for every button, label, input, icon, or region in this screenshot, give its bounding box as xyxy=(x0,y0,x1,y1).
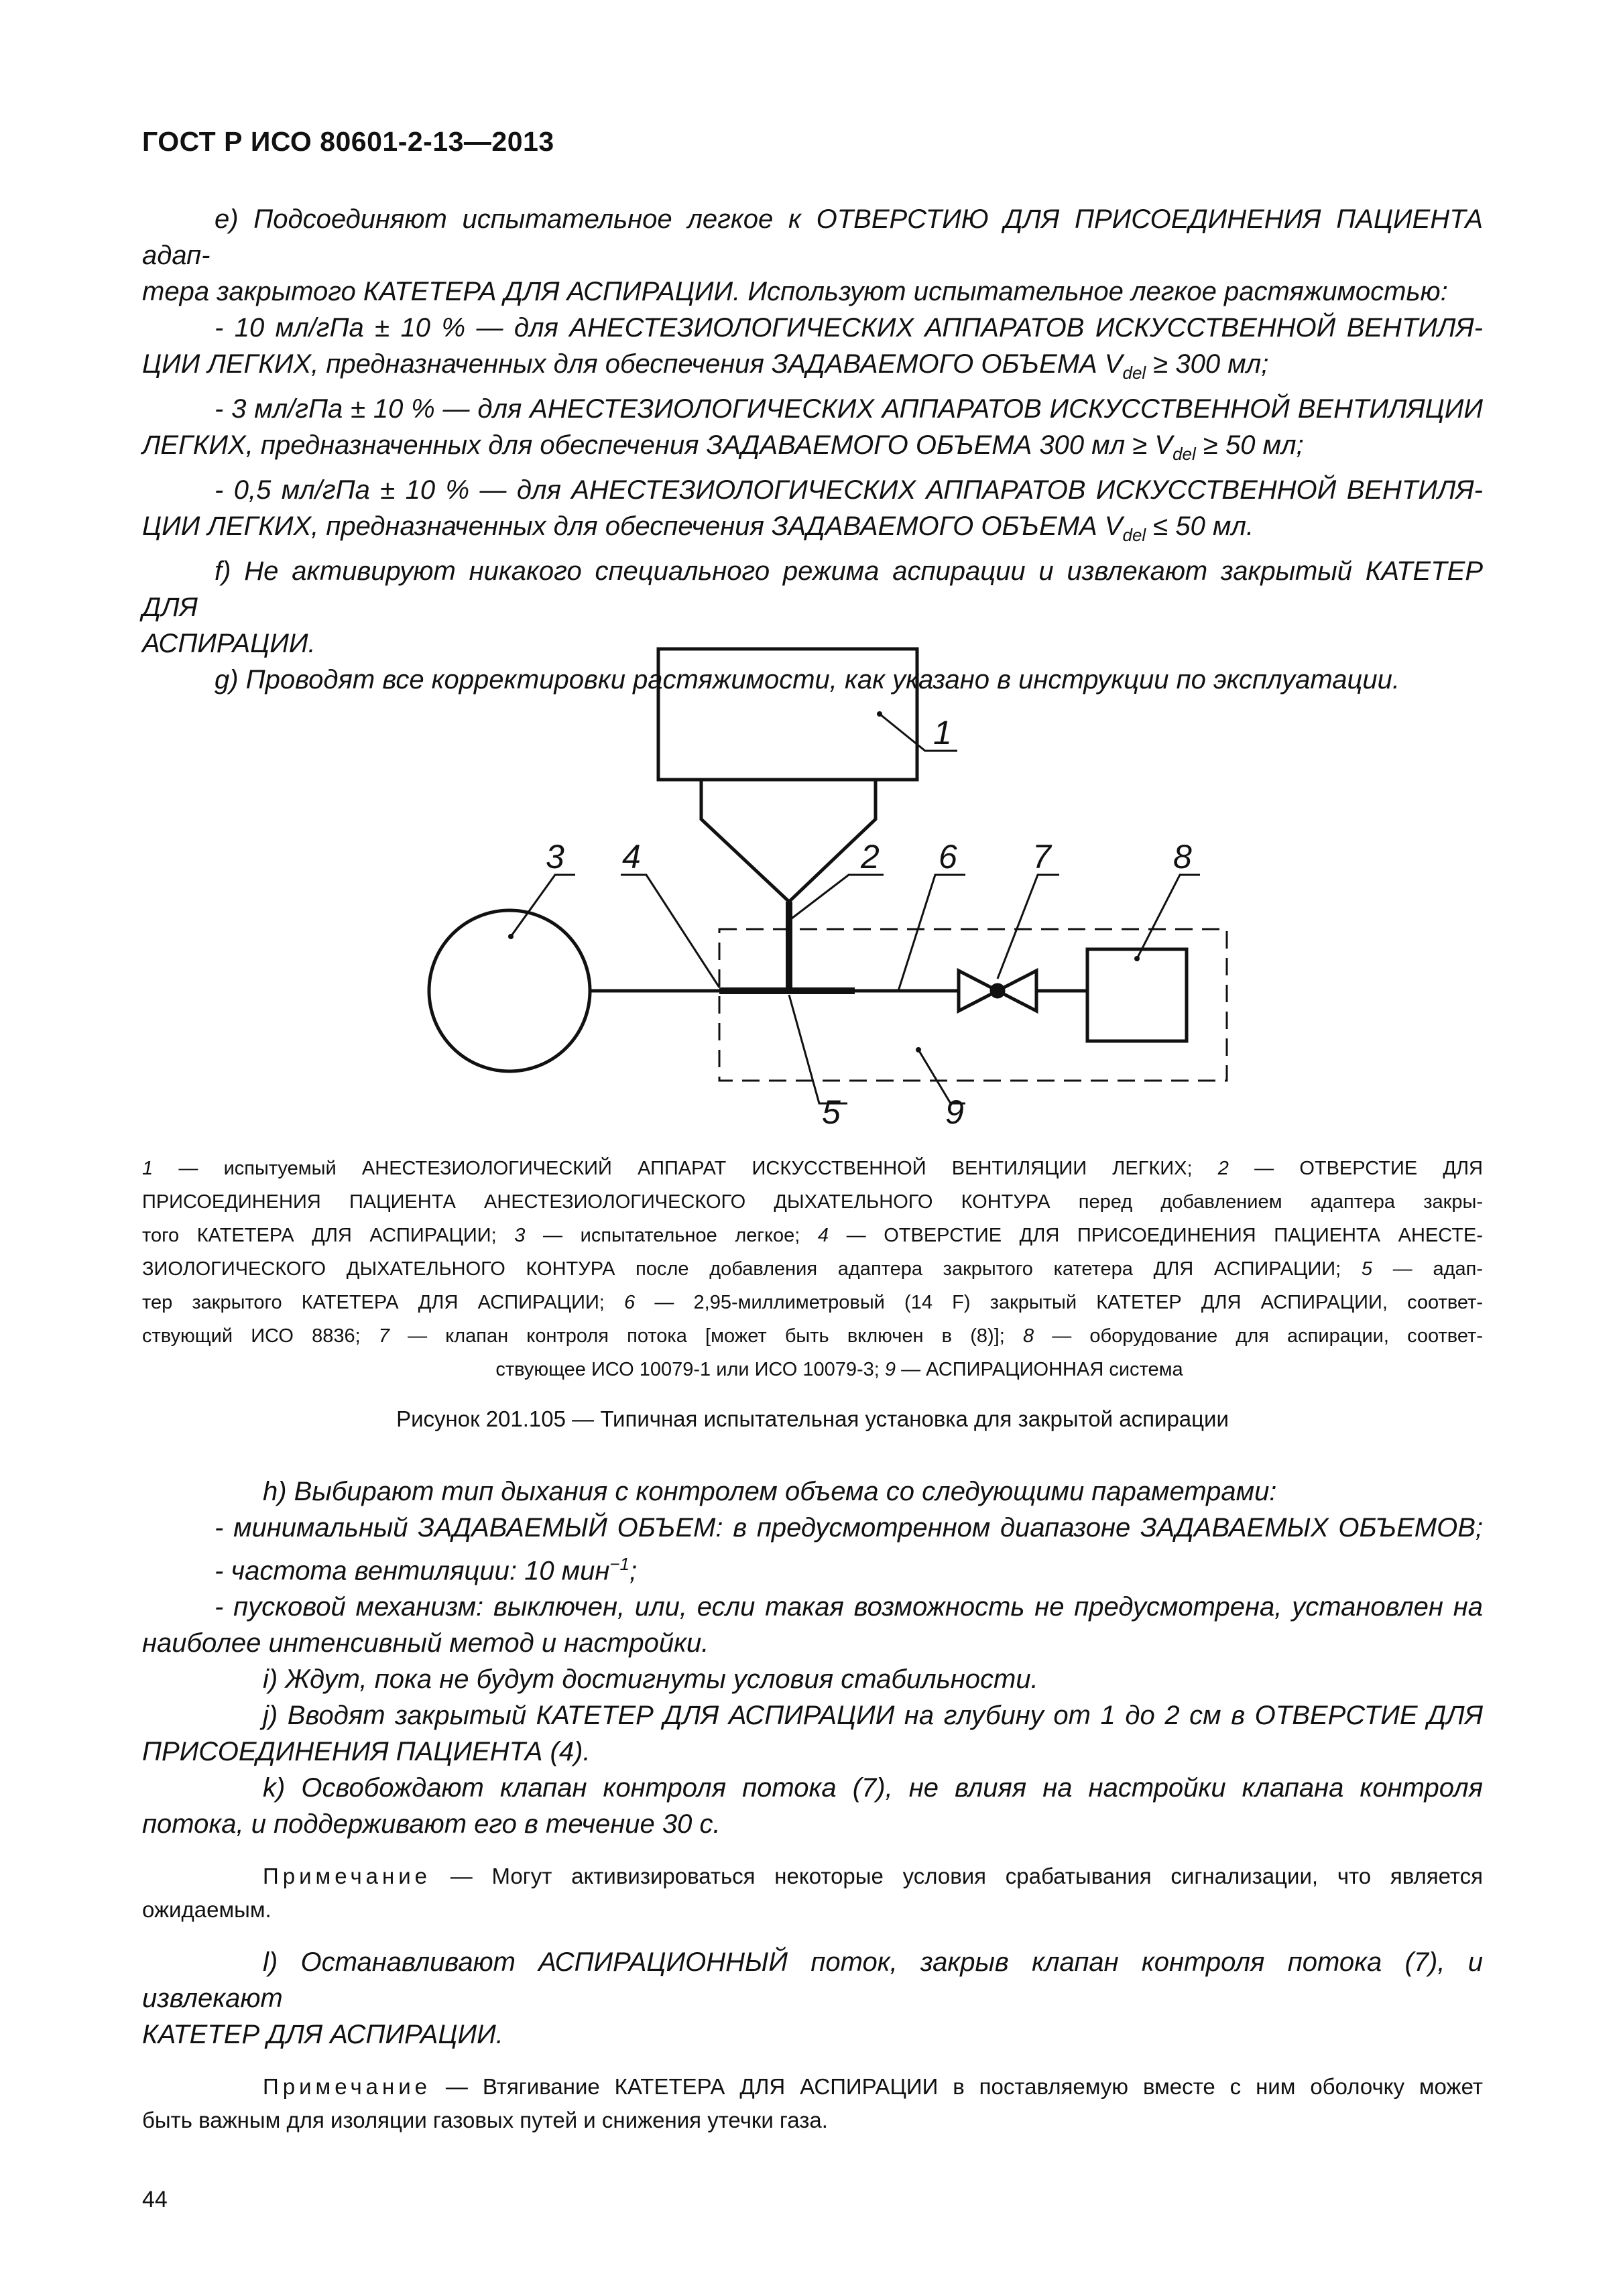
label-6: 6 xyxy=(939,838,957,875)
leader-5 xyxy=(789,995,847,1103)
para-h-item1: - минимальный ЗАДАВАЕМЫЙ ОБЪЕМ: в предусмотренном диапазоне ЗАДАВАЕМЫХ ОБЪЕМОВ; xyxy=(215,1513,1483,1543)
label-1: 1 xyxy=(933,714,952,751)
para-f-line1: f) Не активируют никакого специального режима аспирации и извлекают закрытый КАТЕТЕР ДЛЯ xyxy=(142,556,1483,622)
suction-equipment-box xyxy=(1087,949,1187,1041)
leader-6 xyxy=(898,875,965,991)
text-bottom xyxy=(142,1473,1483,2137)
label-7: 7 xyxy=(1032,838,1051,875)
para-e-line2: тера закрытого КАТЕТЕРА ДЛЯ АСПИРАЦИИ. Используют испытательное легкое растяжимостью: xyxy=(142,277,1448,306)
para-k-line1: k) Освобождают клапан контроля потока (7), не влияя на настройки клапана контроля xyxy=(263,1773,1483,1803)
figure-caption: Рисунок 201.105 — Типичная испытательная установка для закрытой аспирации xyxy=(396,1406,1229,1431)
para-e-line1: е) Подсоединяют испытательное легкое к ОТВЕРСТИЮ ДЛЯ ПРИСОЕДИНЕНИЯ ПАЦИЕНТА адап- xyxy=(142,204,1483,270)
bullet2-line1: - 3 мл/гПа ± 10 % — для АНЕСТЕЗИОЛОГИЧЕСКИХ АППАРАТОВ ИСКУССТВЕННОЙ ВЕНТИЛЯЦИИ xyxy=(215,394,1483,424)
para-h-item2: - частота вентиляции: 10 мин$^{-1}$; xyxy=(215,1554,638,1586)
label-8: 8 xyxy=(1173,838,1192,875)
leader-8 xyxy=(1137,875,1200,959)
para-f-line2: АСПИРАЦИИ. xyxy=(142,629,316,658)
label-2: 2 xyxy=(861,838,880,875)
bullet3-line2: ЦИИ ЛЕГКИХ, предназначенных для обеспечения ЗАДАВАЕМОГО ОБЪЕМА $V_{del} \le 50$ мл. xyxy=(142,511,1254,545)
para-h-item3-line2: наиболее интенсивный метод и настройки. xyxy=(142,1628,709,1658)
label-4: 4 xyxy=(622,838,641,875)
leader-2 xyxy=(792,875,884,918)
para-l-line2: КАТЕТЕР ДЛЯ АСПИРАЦИИ. xyxy=(142,2020,503,2050)
leader-7 xyxy=(998,875,1059,979)
para-j-line2: ПРИСОЕДИНЕНИЯ ПАЦИЕНТА (4). xyxy=(142,1737,591,1767)
document-header: ГОСТ Р ИСО 80601-2-13—2013 xyxy=(142,126,554,157)
para-h-item3-line1: - пусковой механизм: выключен, или, если такая возможность не предусмотрена, установлен на xyxy=(215,1592,1483,1622)
note-2: Примечание — Втягивание КАТЕТЕРА ДЛЯ АСПИРАЦИИ в поставляемую вместе с ним оболочку может быть важным для изоляции газовых путей и снижения утечки газа. xyxy=(142,2074,1483,2133)
bullet2-line2: ЛЕГКИХ, предназначенных для обеспечения ЗАДАВАЕМОГО ОБЪЕМА 300 мл ≥ $V_{del} \ge 50$ мл; xyxy=(142,430,1304,464)
para-j-line1: j) Вводят закрытый КАТЕТЕР ДЛЯ АСПИРАЦИИ на глубину от 1 до 2 см в ОТВЕРСТИЕ ДЛЯ xyxy=(263,1701,1483,1731)
para-k-line2: потока, и поддерживают его в течение 30 с. xyxy=(142,1809,721,1839)
para-l-line1: l) Останавливают АСПИРАЦИОННЫЙ поток, закрыв клапан контроля потока (7), и извлекают xyxy=(142,1947,1483,2014)
figure-legend: 1 — испытуемый АНЕСТЕЗИОЛОГИЧЕСКИЙ АППАРАТ ИСКУССТВЕННОЙ ВЕНТИЛЯЦИИ ЛЕГКИХ; 2 — ОТВЕРСТИЕ ДЛЯ ПРИСОЕДИНЕНИЯ ПАЦИЕНТА АНЕСТЕЗИОЛОГИЧЕСКОГО ДЫХАТЕЛЬНОГО КОНТУРА перед добавлением адаптера закры- того КАТЕТЕРА ДЛЯ АСПИРАЦИИ; 3 — испытательное легкое; 4 — ОТВЕРСТИЕ ДЛЯ ПРИСОЕДИНЕНИЯ ПАЦИЕНТА АНЕСТЕ- ЗИОЛОГИЧЕСКОГО ДЫХАТЕЛЬНОГО КОНТУРА после добавления адаптера закрытого катетера ДЛЯ АСПИРАЦИИ; 5 — адап- тер закрытого КАТЕТЕРА ДЛЯ АСПИРАЦИИ; 6 — 2,95-миллиметровый (14 F) закрытый КАТЕТЕР ДЛЯ АСПИРАЦИИ, соответ- ствующий ИСО 8836; 7 — клапан контроля потока [может быть включен в (8)]; 8 — оборудование для аспирации, соответ- ствующее ИСО 10079-1 или ИСО 10079-3; 9 — АСПИРАЦИОННАЯ система xyxy=(142,1158,1484,1380)
leader-3 xyxy=(511,875,575,936)
page-number: 44 xyxy=(142,2187,168,2212)
note-1: Примечание — Могут активизироваться некоторые условия срабатывания сигнализации, что является ожидаемым. xyxy=(142,1864,1483,1923)
bullet1-line2: ЦИИ ЛЕГКИХ, предназначенных для обеспечения ЗАДАВАЕМОГО ОБЪЕМА $V_{del} \ge 300$ мл; xyxy=(142,349,1269,383)
bullet1-line1: - 10 мл/гПа ± 10 % — для АНЕСТЕЗИОЛОГИЧЕСКИХ АППАРАТОВ ИСКУССТВЕННОЙ ВЕНТИЛЯ- xyxy=(215,313,1483,343)
ventilator-funnel xyxy=(701,780,876,902)
leader-4 xyxy=(621,875,719,987)
para-g: g) Проводят все корректировки растяжимости, как указано в инструкции по эксплуатации. xyxy=(215,665,1400,694)
para-i: i) Ждут, пока не будут достигнуты условия стабильности. xyxy=(263,1665,1038,1695)
label-9: 9 xyxy=(945,1093,964,1131)
bullet3-line1: - 0,5 мл/гПа ± 10 % — для АНЕСТЕЗИОЛОГИЧЕСКИХ АППАРАТОВ ИСКУССТВЕННОЙ ВЕНТИЛЯ- xyxy=(215,475,1483,505)
label-5: 5 xyxy=(822,1093,841,1131)
label-3: 3 xyxy=(546,838,564,875)
para-h: h) Выбирают тип дыхания с контролем объема со следующими параметрами: xyxy=(263,1477,1277,1506)
